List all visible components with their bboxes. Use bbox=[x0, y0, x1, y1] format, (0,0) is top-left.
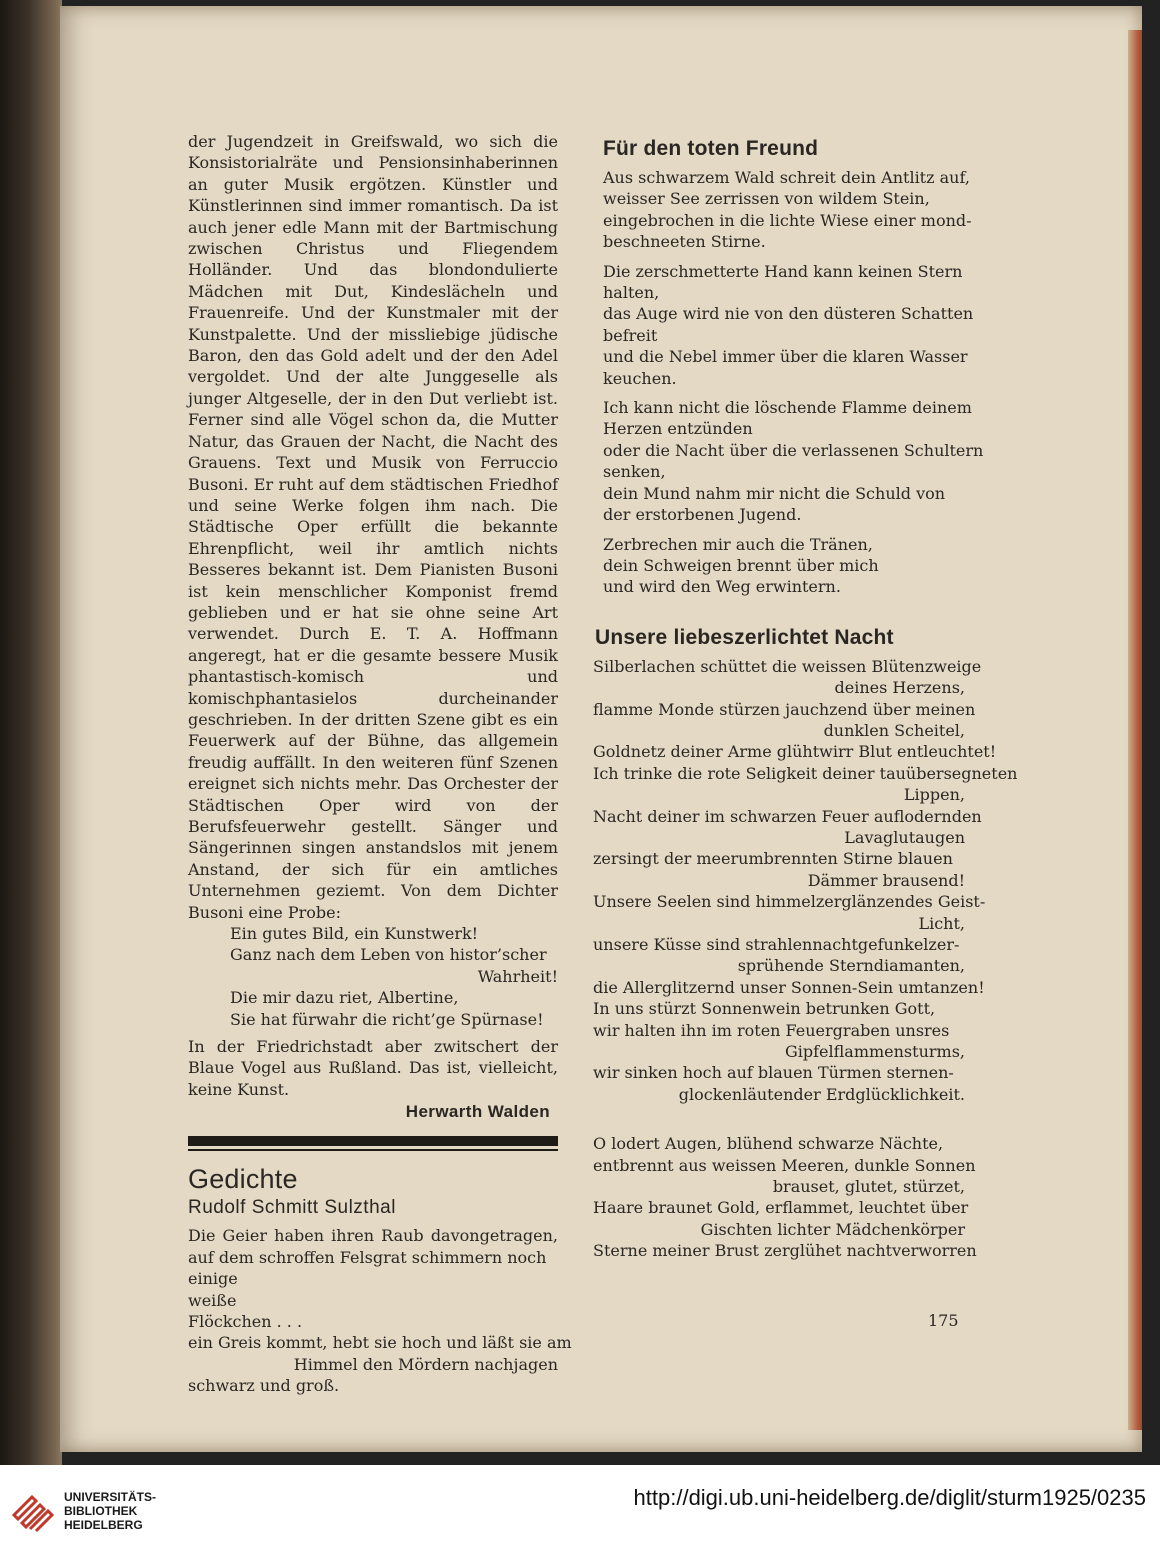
poem-line: entbrennt aus weissen Meeren, dunkle Sonnen bbox=[593, 1155, 976, 1175]
poem-line: wir halten ihn im roten Feuergraben unsres bbox=[593, 1020, 950, 1040]
poem-line: Licht, bbox=[918, 913, 965, 933]
poem-line: Lippen, bbox=[903, 785, 965, 805]
poem-line: Zerbrechen mir auch die Tränen, bbox=[603, 534, 873, 554]
poem-line: zersingt der meerumbrennten Stirne blauen bbox=[593, 849, 953, 869]
poem-line: senken, bbox=[603, 462, 666, 482]
poem-line: weisser See zerrissen von wildem Stein, bbox=[603, 189, 930, 209]
poem-title: Für den toten Freund bbox=[603, 137, 819, 160]
poem-line: Gischten lichter Mädchenkörper bbox=[700, 1219, 965, 1239]
stanza bbox=[603, 167, 972, 253]
poem-line: befreit bbox=[603, 325, 658, 345]
poem-line: wir sinken hoch auf blauen Türmen sternen- bbox=[593, 1063, 954, 1083]
poem-line: Ich trinke die rote Seligkeit deiner tauübersegneten bbox=[593, 763, 1018, 783]
footer bbox=[0, 1465, 1160, 1558]
poem-line: keuchen. bbox=[603, 368, 677, 388]
stanza bbox=[603, 261, 974, 389]
poem-line: unsere Küsse sind strahlennachtgefunkelzer- bbox=[593, 935, 960, 954]
poem-line: Dämmer brausend! bbox=[807, 870, 965, 890]
quote-line: Ein gutes Bild, ein Kunstwerk! bbox=[230, 924, 479, 944]
poem-line: O lodert Augen, blühend schwarze Nächte, bbox=[593, 1134, 944, 1154]
poem-line: Die zerschmetterte Hand kann keinen Stern bbox=[603, 261, 963, 281]
left-column bbox=[188, 131, 572, 1397]
poem-line: der erstorbenen Jugend. bbox=[603, 505, 802, 525]
quote-block bbox=[188, 923, 558, 1030]
library-logo-icon bbox=[10, 1485, 58, 1533]
poem-line: In uns stürzt Sonnenwein betrunken Gott, bbox=[593, 999, 936, 1019]
essay-paragraph: der Jugendzeit in Greifswald, wo sich die Konsistorialräte und Pensionsinhaberinnen an guter Musik ergötzen. Künstler und Künstlerinnen sind immer romantisch. Da ist auch jener edle Mann mit der Bartmischung zwischen Christus und Fliegendem Holländer. Und das blondondulierte Mädchen mit Dut, Kindeslächeln und Frauenreife. Und der Kunstmaler mit der Kunstpalette. Und der missliebige jüdische Baron, den das Gold adelt und der den Adel vergoldet. Und der alte Junggeselle als junger Altgeselle, der in den Dut verliebt ist. Ferner sind alle Vögel schon da, die Mutter Natur, das Grauen der Nacht, die Nacht des Grauens. Text und Musik von Ferruccio Busoni. Er ruht auf dem städtischen Friedhof und seine Werke folgen ihm nach. Die Städtische Oper erfüllt die bekannte Ehrenpflicht, weil ihr amtlich nichts Besseres bekannt ist. Dem Pianisten Busoni ist kein menschlicher Komponist fremd geblieben und er hat sie ohne seine Art verwendet. Durch E. T. A. Hoffmann angeregt, hat er die gesamte bessere Musik phantastisch-komisch und komischphantasielos durcheinander geschrieben. In der dritten Szene gibt es ein Feuerwerk auf der Bühne, das allgemein freudig auffällt. In den weiteren fünf Szenen ereignet sich nichts mehr. Das Orchester der Städtischen Oper wird von der Berufsfeuerwehr gestellt. Sänger und Sängerinnen singen anstandslos mit jenem Anstand, der sich für ein amtliches Unternehmen geziemt. Von dem Dichter Busoni eine Probe: bbox=[188, 132, 558, 922]
signature: Herwarth Walden bbox=[405, 1102, 550, 1122]
poem-paragraph: Die Geier haben ihren Raub davongetragen, auf dem schroffen Felsgrat schimmern noch bbox=[188, 1226, 558, 1267]
poem-line: deines Herzens, bbox=[834, 678, 965, 698]
poem-line: einige bbox=[188, 1269, 238, 1289]
poem-line: und wird den Weg erwintern. bbox=[603, 577, 841, 597]
section-heading: Gedichte bbox=[188, 1164, 298, 1195]
poem-line: Herzen entzünden bbox=[603, 419, 753, 439]
library-name bbox=[64, 1490, 156, 1532]
quote-line: Ganz nach dem Leben von histor’scher bbox=[230, 945, 547, 965]
poem-line: Silberlachen schüttet die weissen Blütenzweige bbox=[593, 656, 982, 676]
poem-line: weiße bbox=[188, 1290, 237, 1310]
stanza bbox=[603, 397, 984, 525]
poem-line: beschneeten Stirne. bbox=[603, 232, 766, 252]
poem-line: die Allerglitzernd unser Sonnen-Sein umtanzen! bbox=[593, 977, 985, 997]
essay-paragraph: In der Friedrichstadt aber zwitschert der Blaue Vogel aus Rußland. Das ist, vielleicht, keine Kunst. bbox=[188, 1037, 558, 1099]
poem-line: dein Schweigen brennt über mich bbox=[603, 555, 879, 575]
poem-continuation bbox=[593, 1133, 977, 1261]
right-column bbox=[593, 137, 1018, 1262]
poem-line: ein Greis kommt, hebt sie hoch und läßt sie am bbox=[188, 1333, 572, 1353]
poem-line: Haare braunet Gold, erflammet, leuchtet über bbox=[593, 1198, 969, 1218]
poem-line: glockenläutender Erdglücklichkeit. bbox=[678, 1084, 965, 1104]
poem-line: flamme Monde stürzen jauchzend über meinen bbox=[593, 699, 976, 719]
poem-for-the-dead-friend bbox=[593, 167, 984, 598]
library-name-line: UNIVERSITÄTS- bbox=[64, 1490, 157, 1504]
poem-line: Flöckchen . . . bbox=[188, 1311, 303, 1331]
poem-line: sprühende Sterndiamanten, bbox=[737, 956, 965, 976]
library-name-line: HEIDELBERG bbox=[64, 1518, 143, 1532]
poem-line: Lavaglutaugen bbox=[844, 827, 965, 847]
poem-line: Unsere Seelen sind himmelzerglänzendes Geist- bbox=[593, 892, 986, 912]
library-name-line: BIBLIOTHEK bbox=[64, 1504, 138, 1518]
poem-line: dunklen Scheitel, bbox=[823, 720, 965, 740]
quote-line: Sie hat fürwahr die richt’ge Spürnase! bbox=[230, 1009, 544, 1029]
poem-line: Nacht deiner im schwarzen Feuer auflodernden bbox=[593, 806, 982, 826]
poem-title: Unsere liebeszerlichtet Nacht bbox=[595, 625, 894, 649]
poem-line: eingebrochen in die lichte Wiese einer mond- bbox=[603, 210, 972, 230]
poem-line: und die Nebel immer über die klaren Wasser bbox=[603, 347, 968, 367]
poem-line: halten, bbox=[603, 283, 660, 303]
poem-line: dein Mund nahm mir nicht die Schuld von bbox=[603, 483, 946, 503]
poem-line: schwarz und groß. bbox=[188, 1376, 340, 1396]
quote-line: Wahrheit! bbox=[477, 966, 558, 986]
poem-line: Goldnetz deiner Arme glühtwirr Blut entleuchtet! bbox=[593, 742, 997, 762]
section-divider bbox=[188, 1136, 558, 1146]
poem-line: brauset, glutet, stürzet, bbox=[772, 1177, 965, 1197]
poem-line: oder die Nacht über die verlassenen Schultern bbox=[603, 440, 984, 460]
source-url-link[interactable]: http://digi.ub.uni-heidelberg.de/diglit/sturm1925/0235 bbox=[633, 1485, 1146, 1510]
poem-line: Ich kann nicht die löschende Flamme deinem bbox=[603, 398, 972, 418]
page-number: 175 bbox=[928, 1311, 959, 1330]
quote-line: Die mir dazu riet, Albertine, bbox=[230, 988, 459, 1008]
poem-night bbox=[593, 656, 1018, 1106]
poem-line: Gipfelflammensturms, bbox=[784, 1042, 965, 1062]
poem-line: das Auge wird nie von den düsteren Schatten bbox=[603, 304, 974, 324]
stanza bbox=[603, 534, 965, 598]
section-author: Rudolf Schmitt Sulzthal bbox=[188, 1197, 396, 1219]
poem-line: Himmel den Mördern nachjagen bbox=[293, 1354, 558, 1374]
page-edge bbox=[1128, 30, 1142, 1430]
poem-line: Sterne meiner Brust zerglühet nachtverworren bbox=[593, 1241, 977, 1261]
book-binding bbox=[0, 0, 62, 1465]
poem-line: Aus schwarzem Wald schreit dein Antlitz auf, bbox=[603, 168, 970, 187]
